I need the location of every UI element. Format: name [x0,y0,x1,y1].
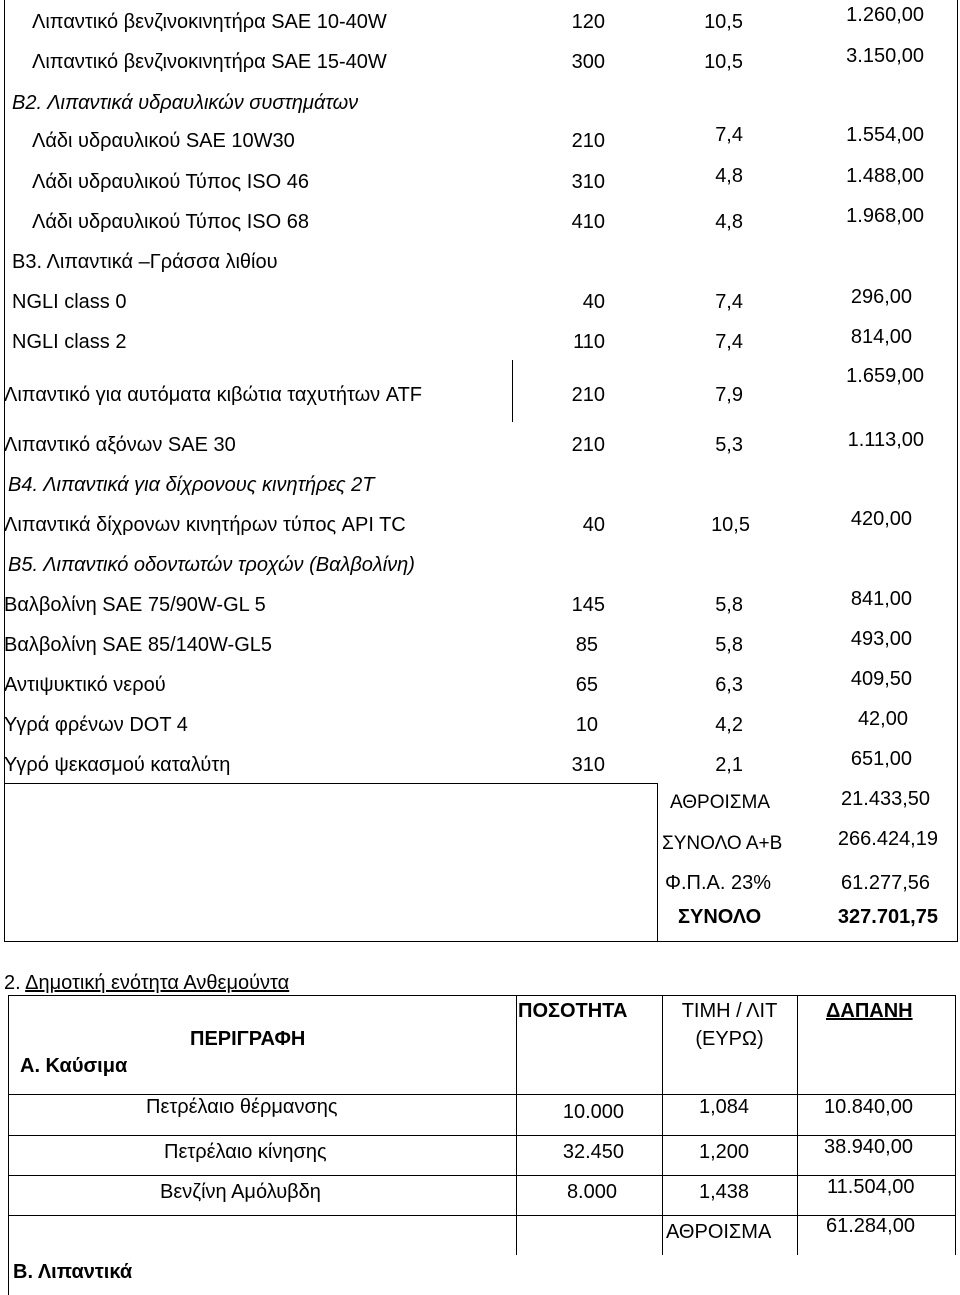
row-unit-price: 5,8 [715,634,743,656]
row-quantity: 210 [571,130,605,152]
row-quantity: 210 [571,384,605,406]
row-description: Πετρέλαιο κίνησης [164,1141,327,1163]
header-price-unit: (ΕΥΡΩ) [695,1028,764,1050]
row-description: Λιπαντικό αξόνων SAE 30 [4,434,236,456]
row-total: 1.968,00 [846,205,924,227]
row-quantity: 40 [582,291,605,313]
row-total: 420,00 [850,508,912,530]
section-heading-b5: Β5. Λιπαντικό οδοντωτών τροχών (Βαλβολίνη) [8,554,415,576]
row-quantity: 40 [582,514,605,536]
table-border-left [4,0,5,942]
section-heading-b2: Β2. Λιπαντικά υδραυλικών συστημάτων [12,92,359,114]
table-border-right [957,0,958,942]
row-unit-price: 1,200 [699,1141,750,1163]
row-unit-price: 7,4 [715,124,743,146]
section-heading-b3: Β3. Λιπαντικά –Γράσσα λιθίου [12,251,278,273]
vat-value: 61.277,56 [841,872,930,894]
header-description: ΠΕΡΙΓΡΑΦΗ [190,1028,306,1050]
table-border-bottom [4,941,958,942]
header-price: ΤΙΜΗ / ΛΙΤ [681,1000,778,1022]
row-unit-price: 1,084 [699,1096,750,1118]
grand-total-label: ΣΥΝΟΛΟ [678,906,762,928]
row-total: 841,00 [850,588,912,610]
row-unit-price: 1,438 [699,1181,750,1203]
row-description: Λιπαντικά δίχρονων κινητήρων τύπος API TC [4,514,406,536]
row-quantity: 32.450 [562,1141,624,1163]
summary-box-top [4,783,658,784]
row-description: NGLI class 0 [12,291,127,313]
row-unit-price: 4,8 [715,165,743,187]
row-unit-price: 4,2 [715,714,743,736]
grand-total-value: 327.701,75 [837,906,938,928]
row-total: 1.113,00 [847,429,924,451]
row-total: 11.504,00 [827,1176,915,1198]
grid-line [8,995,9,1295]
grid-line [8,1175,956,1176]
row-description: Λάδι υδραυλικού Τύπος ISO 68 [32,211,309,233]
group-b-label: Β. Λιπαντικά [13,1261,133,1283]
row-description: Λάδι υδραυλικού SAE 10W30 [32,130,295,152]
row-unit-price: 6,3 [715,674,743,696]
row-total: 38.940,00 [824,1136,913,1158]
row-unit-price: 5,3 [715,434,743,456]
row-description: NGLI class 2 [12,331,127,353]
row-unit-price: 2,1 [715,754,743,776]
row-description: Υγρά φρένων DOT 4 [4,714,188,736]
row-description: Αντιψυκτικό νερού [4,674,166,696]
row-total: 42,00 [857,708,908,730]
grid-line [955,995,956,1255]
row-total: 10.840,00 [824,1096,913,1118]
row-description: Βαλβολίνη SAE 75/90W-GL 5 [4,594,266,616]
grid-line [8,1215,956,1216]
row-total: 1.659,00 [846,365,924,387]
total-ab-label: ΣΥΝΟΛΟ Α+Β [662,833,783,854]
section-2-title: Δημοτική ενότητα Ανθεμούντα [25,972,290,994]
summary-box-divider [657,783,658,942]
row-unit-price: 5,8 [715,594,743,616]
atf-cell-divider [512,360,513,422]
row-description: Βενζίνη Αμόλυβδη [160,1181,321,1203]
grid-line [8,1135,956,1136]
vat-label: Φ.Π.Α. 23% [665,872,771,894]
row-total: 814,00 [850,326,912,348]
section-2-heading [4,972,289,994]
row-description: Βαλβολίνη SAE 85/140W-GL5 [4,634,272,656]
row-description: Πετρέλαιο θέρμανσης [146,1096,338,1118]
row-unit-price: 7,4 [715,291,743,313]
total-ab-value: 266.424,19 [837,828,938,850]
row-total: 651,00 [850,748,912,770]
fuel-sum-label: ΑΘΡΟΙΣΜΑ [666,1221,772,1243]
row-quantity: 300 [571,51,605,73]
fuel-sum-value: 61.284,00 [826,1215,915,1237]
row-quantity: 210 [571,434,605,456]
row-unit-price: 10,5 [704,51,743,73]
row-total: 409,50 [850,668,912,690]
row-quantity: 65 [575,674,598,696]
row-description: Λάδι υδραυλικού Τύπος ISO 46 [32,171,309,193]
row-quantity: 145 [571,594,605,616]
row-unit-price: 4,8 [715,211,743,233]
row-quantity: 310 [571,754,605,776]
row-total: 1.260,00 [846,4,924,26]
row-unit-price: 7,4 [715,331,743,353]
row-description: Υγρό ψεκασμού καταλύτη [4,754,231,776]
sum-label: ΑΘΡΟΙΣΜΑ [670,792,771,813]
row-unit-price: 7,9 [715,384,743,406]
row-quantity: 120 [571,11,605,33]
row-total: 1.488,00 [846,165,924,187]
row-description: Λιπαντικό βενζινοκινητήρα SAE 15-40W [32,51,387,73]
row-quantity: 10 [575,714,598,736]
group-a-label: Α. Καύσιμα [20,1055,128,1077]
section-heading-b4: Β4. Λιπαντικά για δίχρονους κινητήρες 2Τ [8,474,375,496]
row-total: 1.554,00 [846,124,924,146]
row-quantity: 85 [575,634,598,656]
row-unit-price: 10,5 [704,11,743,33]
row-description: Λιπαντικό βενζινοκινητήρα SAE 10-40W [32,11,387,33]
row-total: 493,00 [850,628,912,650]
row-quantity: 110 [573,331,605,353]
row-quantity: 8.000 [566,1181,617,1203]
row-total: 3.150,00 [846,45,924,67]
grid-line [797,995,798,1255]
row-total: 296,00 [850,286,912,308]
header-cost: ΔΑΠΑΝΗ [826,1000,913,1022]
section-2-number: 2. [4,972,26,994]
row-quantity: 10.000 [562,1101,624,1123]
row-description: Λιπαντικό για αυτόματα κιβώτια ταχυτήτων ATF [4,384,423,406]
row-unit-price: 10,5 [711,514,750,536]
header-quantity: ΠΟΣΟΤΗΤΑ [518,1000,628,1022]
sum-value: 21.433,50 [841,788,930,810]
row-quantity: 410 [571,211,605,233]
grid-line [8,1094,956,1095]
grid-line [8,995,956,996]
row-quantity: 310 [571,171,605,193]
grid-line [516,995,517,1255]
